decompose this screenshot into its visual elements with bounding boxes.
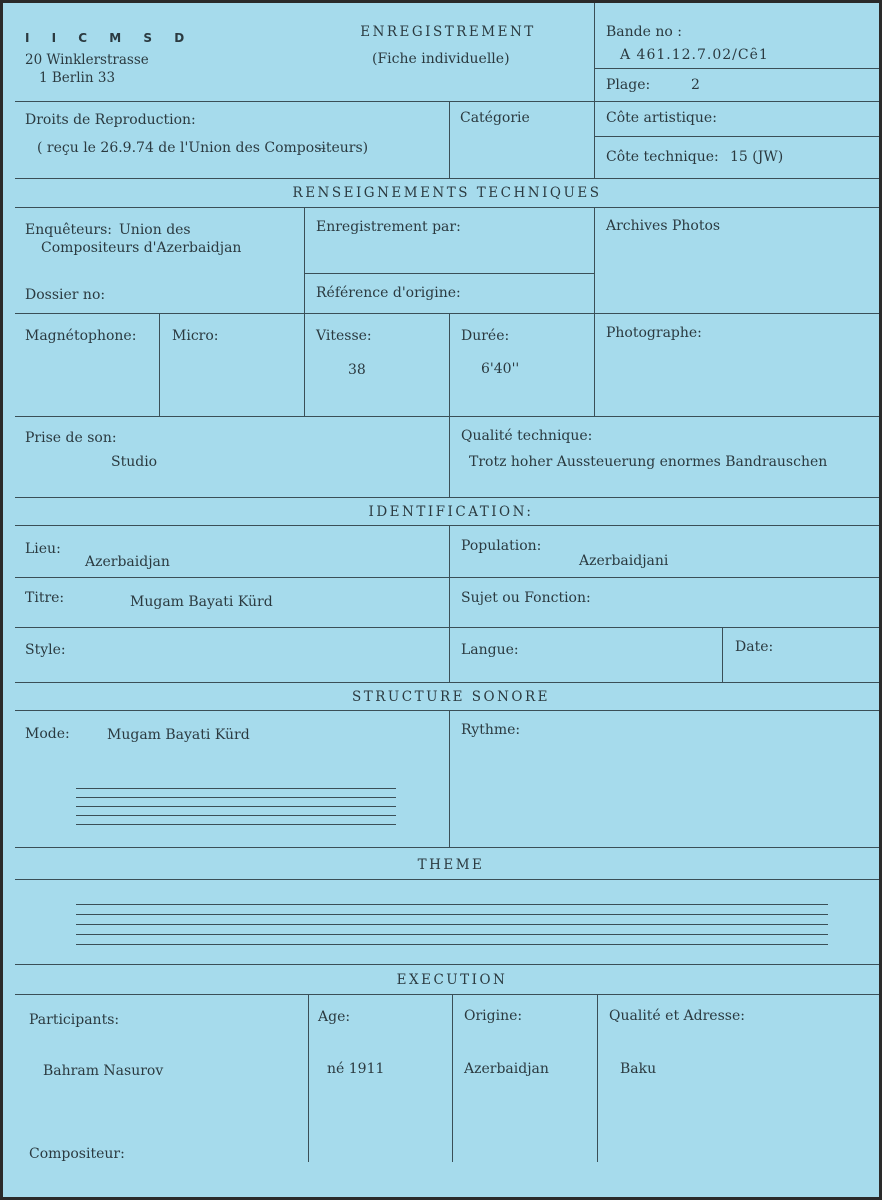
rule [15,994,879,995]
staff-line [76,797,396,798]
rule [449,525,450,682]
prise-de-son-value: Studio [111,454,158,470]
rule [15,964,879,965]
rule [15,313,879,314]
rythme-label: Rythme: [461,722,521,738]
section-header-identification: IDENTIFICATION: [368,504,534,520]
rule [722,627,723,682]
rule [15,710,879,711]
enregistrement-par-label: Enregistrement par: [316,219,461,235]
age-value: né 1911 [327,1061,385,1077]
archives-photos-label: Archives Photos [606,218,721,234]
staff-line [76,824,396,825]
cote-technique-label: Côte technique: [606,149,719,165]
rule [597,994,598,1162]
qualite-adresse-label: Qualité et Adresse: [609,1008,745,1024]
lieu-label: Lieu: [25,541,61,557]
rule [449,710,450,847]
form-title: ENREGISTREMENT [360,24,536,40]
rule [15,525,879,526]
date-label: Date: [735,639,774,655]
plage-label: Plage: [606,77,651,93]
org-address-city: 1 Berlin 33 [39,70,116,86]
duree-value: 6'40'' [481,361,520,377]
rule [452,994,453,1162]
rule [449,416,450,497]
rule [15,847,879,848]
rule [15,416,879,417]
droits-label: Droits de Reproduction: [25,112,196,128]
lieu-value: Azerbaidjan [85,554,170,570]
bande-label: Bande no : [606,24,682,40]
qualite-technique-value: Trotz hoher Aussteuerung enormes Bandrauschen [469,454,828,470]
cote-artistique-label: Côte artistique: [606,110,717,126]
age-label: Age: [318,1009,351,1025]
rule [304,273,594,274]
org-address-street: 20 Winklerstrasse [25,52,149,68]
compositeur-label: Compositeur: [29,1146,125,1162]
record-card [3,3,879,1197]
rule [15,207,879,208]
rule [15,627,879,628]
participant-name: Bahram Nasurov [43,1063,164,1079]
rule [15,879,879,880]
section-header-theme: THEME [417,857,485,873]
titre-label: Titre: [25,590,65,606]
droits-value: ( reçu le 26.9.74 de l'Union des Composi̶teurs) [37,140,369,156]
origine-value: Azerbaidjan [464,1061,549,1077]
rule [594,101,595,178]
mode-label: Mode: [25,726,70,742]
staff-line [76,944,828,945]
rule [594,68,879,69]
staff-line [76,924,828,925]
rule [15,682,879,683]
org-logo-text: I I C M S D [25,31,194,45]
rule [449,313,450,416]
reference-origine-label: Référence d'origine: [316,285,461,301]
bande-value: A 461.12.7.02/Cȇ1 [620,47,769,63]
section-header-execution: EXECUTION [396,972,508,988]
vitesse-label: Vitesse: [316,328,372,344]
magnetophone-label: Magnétophone: [25,328,137,344]
categorie-label: Catégorie [460,110,530,126]
staff-line [76,806,396,807]
plage-value: 2 [691,77,700,93]
rule [594,3,595,101]
dossier-label: Dossier no: [25,287,106,303]
cote-technique-value: 15 (JW) [730,149,784,165]
prise-de-son-label: Prise de son: [25,430,117,446]
section-header-technique: RENSEIGNEMENTS TECHNIQUES [292,185,602,201]
titre-value: Mugam Bayati Kürd [130,594,273,610]
micro-label: Micro: [172,328,219,344]
rule [15,497,879,498]
form-subtitle: (Fiche individuelle) [372,51,510,67]
vitesse-value: 38 [348,362,366,378]
mode-value: Mugam Bayati Kürd [107,727,250,743]
sujet-fonction-label: Sujet ou Fonction: [461,590,591,606]
style-label: Style: [25,642,66,658]
enqueteurs-label: Enquêteurs: [25,222,113,238]
rule [159,313,160,416]
section-header-structure: STRUCTURE SONORE [351,689,551,705]
duree-label: Durée: [461,328,510,344]
staff-line [76,914,828,915]
rule [308,994,309,1162]
rule [449,101,450,178]
langue-label: Langue: [461,642,519,658]
staff-line [76,904,828,905]
rule [594,136,879,137]
population-label: Population: [461,538,542,554]
qualite-technique-label: Qualité technique: [461,428,593,444]
photographe-label: Photographe: [606,325,702,341]
rule [15,577,879,578]
rule [15,178,879,179]
rule [304,207,305,416]
origine-label: Origine: [464,1008,523,1024]
staff-line [76,934,828,935]
rule [15,101,879,102]
staff-line [76,815,396,816]
staff-line [76,788,396,789]
qualite-adresse-value: Baku [620,1061,657,1077]
participants-label: Participants: [29,1012,120,1028]
rule [594,207,595,416]
enqueteurs-value-line2: Compositeurs d'Azerbaidjan [41,240,242,256]
enqueteurs-value-line1: Union des [119,222,191,238]
population-value: Azerbaidjani [579,553,669,569]
